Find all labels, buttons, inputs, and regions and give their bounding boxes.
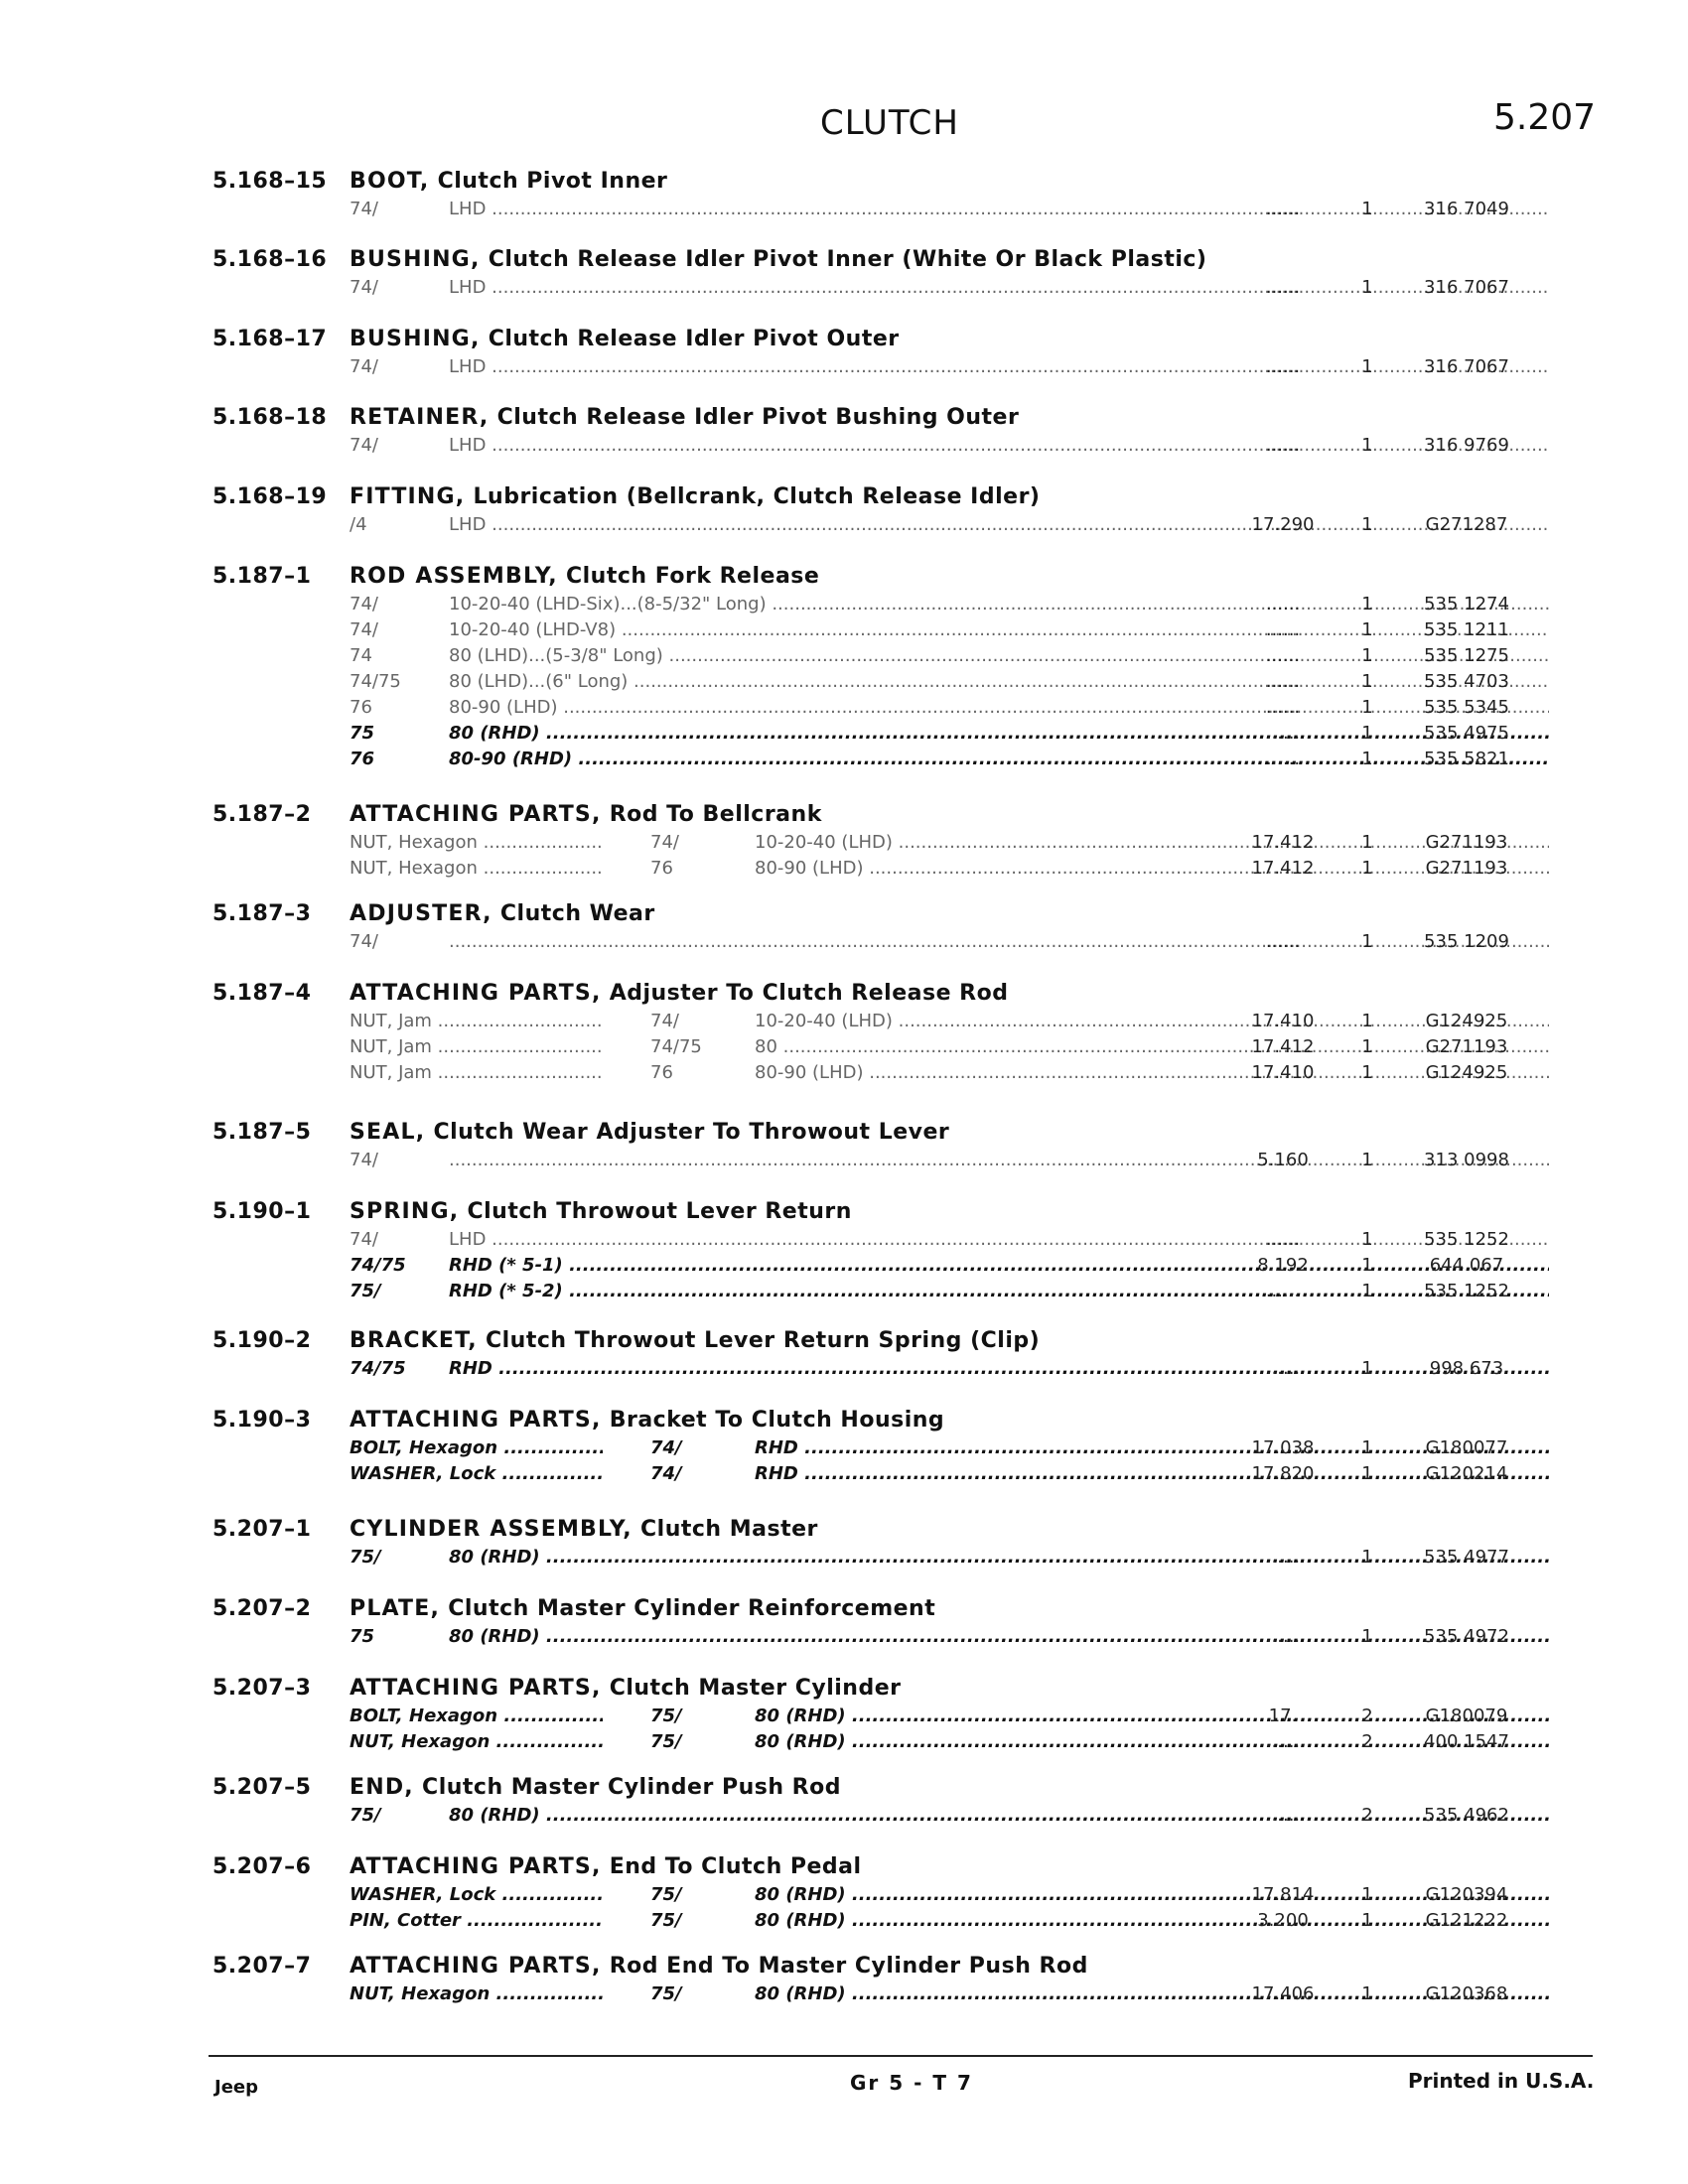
cross-reference: 17.412 — [1251, 858, 1315, 879]
model-year: 74/ — [650, 1011, 679, 1031]
model-year: 74/ — [350, 931, 378, 952]
cross-reference: 17.412 — [1251, 1036, 1315, 1057]
application-description: 10-20-40 (LHD) ..... — [755, 1011, 1549, 1031]
cross-reference: ...... — [1265, 749, 1301, 769]
model-year: 74/75 — [350, 1358, 406, 1379]
application-description: 10-20-40 (LHD) ..... — [755, 832, 1549, 853]
part-description: Clutch Master Cylinder Reinforcement — [448, 1596, 936, 1621]
part-name: ATTACHING PARTS, — [350, 1676, 602, 1701]
part-name: BRACKET, — [350, 1328, 478, 1353]
part-description: Clutch Master — [640, 1517, 818, 1542]
part-name: ATTACHING PARTS, — [350, 1854, 602, 1879]
section-title: CLUTCH — [820, 103, 959, 143]
footer-divider — [209, 2055, 1593, 2057]
part-number: G121222 — [1425, 1910, 1508, 1931]
cross-reference: 8.192 — [1257, 1255, 1309, 1276]
application-description: 80-90 (LHD) ..... — [755, 1062, 1549, 1083]
application-line — [350, 1255, 1521, 1281]
part-title — [350, 564, 819, 589]
footer-brand: Jeep — [214, 2077, 258, 2098]
quantity: 1 — [1361, 199, 1373, 219]
part-number: 313 0998 — [1424, 1150, 1509, 1170]
part-name: ATTACHING PARTS, — [350, 981, 602, 1006]
application-line — [350, 931, 1521, 957]
model-year: 75/ — [650, 1910, 682, 1931]
model-year: 75 — [350, 1626, 375, 1647]
part-name: SPRING, — [350, 1199, 460, 1224]
cross-reference: ...... — [1265, 645, 1301, 666]
part-number: 535 4962 — [1424, 1805, 1509, 1826]
part-name: END, — [350, 1775, 414, 1800]
part-number: G120214 — [1425, 1463, 1508, 1484]
part-title — [350, 247, 1206, 272]
reference-number: 5.168–18 — [212, 405, 328, 430]
part-name: ATTACHING PARTS, — [350, 802, 602, 827]
cross-reference: ...... — [1265, 619, 1301, 640]
model-year: 74/ — [350, 356, 378, 377]
model-year: 74/75 — [650, 1036, 702, 1057]
application-description: 80 (RHD) ..... — [755, 1731, 1549, 1752]
application-description: 80-90 (LHD) ..... — [449, 697, 1549, 718]
application-line — [350, 1036, 1521, 1062]
attaching-part-name: PIN, Cotter ..... — [350, 1910, 603, 1931]
reference-number: 5.168–16 — [212, 247, 328, 272]
cross-reference: ...... — [1265, 1547, 1301, 1568]
quantity: 1 — [1361, 1255, 1373, 1276]
part-number: 316 7049 — [1424, 199, 1509, 219]
part-number: 316 7067 — [1424, 277, 1509, 298]
part-number: G271193 — [1425, 858, 1508, 879]
part-number: 998 673 — [1429, 1358, 1504, 1379]
part-title — [350, 1676, 901, 1701]
application-description: 80-90 (RHD) ..... — [449, 749, 1549, 769]
cross-reference: ...... — [1265, 671, 1301, 692]
cross-reference: ...... — [1265, 1626, 1301, 1647]
reference-number: 5.207–1 — [212, 1517, 312, 1542]
model-year: 74/ — [650, 1463, 682, 1484]
model-year: 74/ — [650, 832, 679, 853]
part-name: PLATE, — [350, 1596, 441, 1621]
application-line — [350, 1983, 1521, 2009]
cross-reference: ...... — [1265, 1731, 1301, 1752]
part-title — [350, 327, 900, 351]
attaching-part-name: BOLT, Hexagon ..... — [350, 1706, 603, 1726]
part-number: G180079 — [1425, 1706, 1508, 1726]
reference-number: 5.190–3 — [212, 1408, 312, 1433]
quantity: 1 — [1361, 749, 1373, 769]
model-year: 76 — [350, 749, 375, 769]
part-number: 535 5821 — [1424, 749, 1509, 769]
cross-reference: ...... — [1265, 594, 1301, 614]
application-line — [350, 1884, 1521, 1910]
quantity: 1 — [1361, 1011, 1373, 1031]
reference-number: 5.168–19 — [212, 484, 328, 509]
cross-reference: ...... — [1265, 435, 1301, 456]
application-description: LHD ..... — [449, 277, 1549, 298]
part-number: 535 1211 — [1424, 619, 1509, 640]
part-title — [350, 1199, 852, 1224]
page-number: 5.207 — [1493, 97, 1597, 138]
model-year: 74 — [350, 645, 372, 666]
quantity: 1 — [1361, 514, 1373, 535]
reference-number: 5.187–4 — [212, 981, 312, 1006]
cross-reference: 17.814 — [1251, 1884, 1315, 1905]
part-name: BUSHING, — [350, 327, 481, 351]
model-year: 76 — [350, 697, 372, 718]
quantity: 1 — [1361, 1281, 1373, 1301]
application-line — [350, 858, 1521, 884]
model-year: 74/ — [350, 619, 378, 640]
part-number: 535 4703 — [1424, 671, 1509, 692]
cross-reference: 3.200 — [1257, 1910, 1309, 1931]
quantity: 1 — [1361, 1626, 1373, 1647]
part-name: ATTACHING PARTS, — [350, 1408, 602, 1433]
application-description: LHD ..... — [449, 356, 1549, 377]
cross-reference: 17.410 — [1251, 1062, 1315, 1083]
cross-reference: ...... — [1265, 697, 1301, 718]
part-description: Clutch Master Cylinder Push Rod — [422, 1775, 841, 1800]
application-description: RHD ..... — [755, 1463, 1549, 1484]
part-description: Lubrication (Bellcrank, Clutch Release Idler) — [473, 484, 1041, 509]
application-line — [350, 199, 1521, 224]
cross-reference: ...... — [1265, 356, 1301, 377]
quantity: 1 — [1361, 1358, 1373, 1379]
part-title — [350, 1120, 949, 1145]
part-title — [350, 484, 1040, 509]
model-year: 76 — [650, 858, 673, 879]
application-description: 80 (RHD) ..... — [755, 1983, 1549, 2004]
application-line — [350, 1011, 1521, 1036]
quantity: 1 — [1361, 1884, 1373, 1905]
application-line — [350, 277, 1521, 303]
part-name: CYLINDER ASSEMBLY, — [350, 1517, 633, 1542]
part-description: Rod To Bellcrank — [609, 802, 822, 827]
quantity: 1 — [1361, 277, 1373, 298]
part-number: 316 7067 — [1424, 356, 1509, 377]
application-description: RHD ..... — [449, 1358, 1549, 1379]
application-description: 80 (RHD) ..... — [755, 1706, 1549, 1726]
part-number: G124925 — [1425, 1011, 1508, 1031]
quantity: 1 — [1361, 1983, 1373, 2004]
reference-number: 5.207–3 — [212, 1676, 312, 1701]
model-year: 74/ — [350, 1229, 378, 1250]
reference-number: 5.187–2 — [212, 802, 312, 827]
quantity: 1 — [1361, 619, 1373, 640]
model-year: 75/ — [350, 1281, 381, 1301]
application-line — [350, 832, 1521, 858]
model-year: 74/ — [350, 277, 378, 298]
part-number: G120368 — [1425, 1983, 1508, 2004]
part-title — [350, 1854, 862, 1879]
cross-reference: 17.406 — [1251, 1983, 1315, 2004]
application-line — [350, 1229, 1521, 1255]
quantity: 1 — [1361, 832, 1373, 853]
quantity: 1 — [1361, 1463, 1373, 1484]
part-description: Bracket To Clutch Housing — [609, 1408, 945, 1433]
quantity: 1 — [1361, 1437, 1373, 1458]
application-description: LHD ..... — [449, 1229, 1549, 1250]
part-description: Rod End To Master Cylinder Push Rod — [609, 1954, 1088, 1979]
application-line — [350, 749, 1521, 774]
part-number: G124925 — [1425, 1062, 1508, 1083]
part-number: 535 1275 — [1424, 645, 1509, 666]
part-description: Clutch Wear Adjuster To Throwout Lever — [433, 1120, 950, 1145]
part-number: 535 1252 — [1424, 1229, 1509, 1250]
attaching-part-name: NUT, Hexagon ..... — [350, 832, 603, 853]
reference-number: 5.187–1 — [212, 564, 312, 589]
application-description: 80-90 (LHD) ..... — [755, 858, 1549, 879]
model-year: 75/ — [650, 1731, 682, 1752]
part-description: Clutch Throwout Lever Return Spring (Clip) — [485, 1328, 1041, 1353]
reference-number: 5.207–7 — [212, 1954, 312, 1979]
application-line — [350, 1626, 1521, 1652]
part-number: 644 067 — [1429, 1255, 1504, 1276]
part-title — [350, 981, 1008, 1006]
reference-number: 5.190–2 — [212, 1328, 312, 1353]
reference-number: 5.168–15 — [212, 169, 328, 194]
cross-reference: 17.412 — [1251, 832, 1315, 853]
part-description: Clutch Pivot Inner — [437, 169, 668, 194]
part-title — [350, 1328, 1040, 1353]
part-title — [350, 169, 667, 194]
attaching-part-name: WASHER, Lock ..... — [350, 1884, 603, 1905]
application-description: RHD (* 5-1) ..... — [449, 1255, 1549, 1276]
reference-number: 5.207–2 — [212, 1596, 312, 1621]
part-number: 535 1274 — [1424, 594, 1509, 614]
part-title — [350, 1954, 1088, 1979]
part-title — [350, 802, 822, 827]
part-name: ADJUSTER, — [350, 901, 492, 926]
application-line — [350, 435, 1521, 461]
application-line — [350, 1547, 1521, 1572]
model-year: 76 — [650, 1062, 673, 1083]
reference-number: 5.187–5 — [212, 1120, 312, 1145]
part-number: G120394 — [1425, 1884, 1508, 1905]
application-line — [350, 1150, 1521, 1175]
model-year: 74/ — [350, 1150, 378, 1170]
application-description: LHD ..... — [449, 514, 1549, 535]
reference-number: 5.187–3 — [212, 901, 312, 926]
quantity: 1 — [1361, 1150, 1373, 1170]
part-number: G271193 — [1425, 832, 1508, 853]
application-description — [449, 1150, 1549, 1170]
cross-reference: ...... — [1265, 199, 1301, 219]
application-line — [350, 1358, 1521, 1384]
part-title — [350, 1408, 944, 1433]
part-title — [350, 1596, 935, 1621]
model-year: 75 — [350, 723, 375, 744]
application-description: RHD (* 5-2) ..... — [449, 1281, 1549, 1301]
application-description: 10-20-40 (LHD-V8) ..... — [449, 619, 1549, 640]
application-description: 80 (LHD)...(5-3/8" Long) ..... — [449, 645, 1549, 666]
part-number: G180077 — [1425, 1437, 1508, 1458]
part-title — [350, 1775, 841, 1800]
part-number: 535 4975 — [1424, 723, 1509, 744]
application-line — [350, 1910, 1521, 1936]
part-number: 535 1252 — [1424, 1281, 1509, 1301]
part-number: 400 1547 — [1424, 1731, 1509, 1752]
model-year: 74/75 — [350, 1255, 406, 1276]
application-line — [350, 619, 1521, 645]
part-number: 535 5345 — [1424, 697, 1509, 718]
reference-number: 5.207–6 — [212, 1854, 312, 1879]
model-year: 75/ — [350, 1805, 381, 1826]
part-number: 535 4977 — [1424, 1547, 1509, 1568]
cross-reference: ...... — [1265, 931, 1301, 952]
attaching-part-name: NUT, Hexagon ..... — [350, 1983, 603, 2004]
application-line — [350, 645, 1521, 671]
cross-reference: 17.038 — [1251, 1437, 1315, 1458]
application-description: 80 ..... — [755, 1036, 1549, 1057]
quantity: 2 — [1361, 1805, 1373, 1826]
quantity: 2 — [1361, 1706, 1373, 1726]
part-description: Clutch Throwout Lever Return — [467, 1199, 852, 1224]
application-line — [350, 697, 1521, 723]
cross-reference: 17.410 — [1251, 1011, 1315, 1031]
quantity: 1 — [1361, 1547, 1373, 1568]
cross-reference: ...... — [1265, 1805, 1301, 1826]
application-description: LHD ..... — [449, 199, 1549, 219]
quantity: 1 — [1361, 1910, 1373, 1931]
attaching-part-name: NUT, Hexagon ..... — [350, 858, 603, 879]
part-name: SEAL, — [350, 1120, 426, 1145]
application-description: 10-20-40 (LHD-Six)...(8-5/32" Long) ..... — [449, 594, 1549, 614]
part-title — [350, 405, 1019, 430]
reference-number: 5.168–17 — [212, 327, 328, 351]
quantity: 1 — [1361, 645, 1373, 666]
reference-number: 5.190–1 — [212, 1199, 312, 1224]
part-name: RETAINER, — [350, 405, 490, 430]
application-description: 80 (RHD) ..... — [449, 1805, 1549, 1826]
quantity: 1 — [1361, 594, 1373, 614]
application-description: 80 (RHD) ..... — [755, 1910, 1549, 1931]
model-year: 75/ — [350, 1547, 381, 1568]
part-description: Clutch Master Cylinder — [609, 1676, 902, 1701]
part-description: Clutch Release Idler Pivot Bushing Outer — [496, 405, 1020, 430]
application-description: 80 (RHD) ..... — [449, 1547, 1549, 1568]
cross-reference: ...... — [1265, 723, 1301, 744]
part-number: G271193 — [1425, 1036, 1508, 1057]
part-description: Clutch Release Idler Pivot Inner (White Or Black Plastic) — [488, 247, 1207, 272]
application-description: 80 (RHD) ..... — [449, 723, 1549, 744]
application-description: LHD ..... — [449, 435, 1549, 456]
cross-reference: 17. — [1268, 1706, 1298, 1726]
application-line — [350, 356, 1521, 382]
application-line — [350, 1731, 1521, 1757]
part-number: 316 9769 — [1424, 435, 1509, 456]
quantity: 1 — [1361, 931, 1373, 952]
model-year: 75/ — [650, 1706, 682, 1726]
footer-group-code: Gr 5 - T 7 — [850, 2071, 973, 2095]
cross-reference: 5.160 — [1257, 1150, 1309, 1170]
part-title — [350, 901, 655, 926]
part-description: End To Clutch Pedal — [609, 1854, 862, 1879]
quantity: 1 — [1361, 435, 1373, 456]
quantity: 1 — [1361, 1036, 1373, 1057]
application-line — [350, 1706, 1521, 1731]
application-line — [350, 671, 1521, 697]
part-number: 535 1209 — [1424, 931, 1509, 952]
cross-reference: ...... — [1265, 1358, 1301, 1379]
application-description: 80 (RHD) ..... — [755, 1884, 1549, 1905]
quantity: 1 — [1361, 858, 1373, 879]
reference-number: 5.207–5 — [212, 1775, 312, 1800]
model-year: 74/ — [350, 594, 378, 614]
cross-reference: 17.820 — [1251, 1463, 1315, 1484]
quantity: 2 — [1361, 1731, 1373, 1752]
application-line — [350, 723, 1521, 749]
quantity: 1 — [1361, 723, 1373, 744]
part-number: G271287 — [1425, 514, 1508, 535]
application-description: 80 (RHD) ..... — [449, 1626, 1549, 1647]
model-year: 74/ — [650, 1437, 682, 1458]
part-name: ROD ASSEMBLY, — [350, 564, 558, 589]
part-name: ATTACHING PARTS, — [350, 1954, 602, 1979]
part-description: Clutch Release Idler Pivot Outer — [488, 327, 900, 351]
part-name: BOOT, — [350, 169, 430, 194]
application-description: 80 (LHD)...(6" Long) ..... — [449, 671, 1549, 692]
part-description: Adjuster To Clutch Release Rod — [609, 981, 1009, 1006]
part-name: BUSHING, — [350, 247, 481, 272]
cross-reference: ...... — [1265, 277, 1301, 298]
part-title — [350, 1517, 818, 1542]
quantity: 1 — [1361, 671, 1373, 692]
attaching-part-name: NUT, Hexagon ..... — [350, 1731, 603, 1752]
part-number: 535 4972 — [1424, 1626, 1509, 1647]
attaching-part-name: NUT, Jam ..... — [350, 1062, 603, 1083]
cross-reference: 17.290 — [1251, 514, 1315, 535]
quantity: 1 — [1361, 1229, 1373, 1250]
part-description: Clutch Wear — [499, 901, 655, 926]
model-year: 75/ — [650, 1884, 682, 1905]
footer-printed: Printed in U.S.A. — [1408, 2069, 1595, 2093]
application-line — [350, 594, 1521, 619]
application-line — [350, 1062, 1521, 1088]
application-line — [350, 1805, 1521, 1831]
attaching-part-name: BOLT, Hexagon ..... — [350, 1437, 603, 1458]
quantity: 1 — [1361, 697, 1373, 718]
application-description: RHD ..... — [755, 1437, 1549, 1458]
model-year: 74/ — [350, 199, 378, 219]
model-year: /4 — [350, 514, 367, 535]
attaching-part-name: WASHER, Lock ..... — [350, 1463, 603, 1484]
attaching-part-name: NUT, Jam ..... — [350, 1011, 603, 1031]
attaching-part-name: NUT, Jam ..... — [350, 1036, 603, 1057]
part-name: FITTING, — [350, 484, 466, 509]
application-description — [449, 931, 1549, 952]
application-line — [350, 1437, 1521, 1463]
quantity: 1 — [1361, 356, 1373, 377]
model-year: 75/ — [650, 1983, 682, 2004]
model-year: 74/75 — [350, 671, 401, 692]
application-line — [350, 1281, 1521, 1306]
model-year: 74/ — [350, 435, 378, 456]
quantity: 1 — [1361, 1062, 1373, 1083]
application-line — [350, 514, 1521, 540]
cross-reference: ...... — [1265, 1229, 1301, 1250]
cross-reference: ...... — [1265, 1281, 1301, 1301]
application-line — [350, 1463, 1521, 1489]
part-description: Clutch Fork Release — [566, 564, 820, 589]
